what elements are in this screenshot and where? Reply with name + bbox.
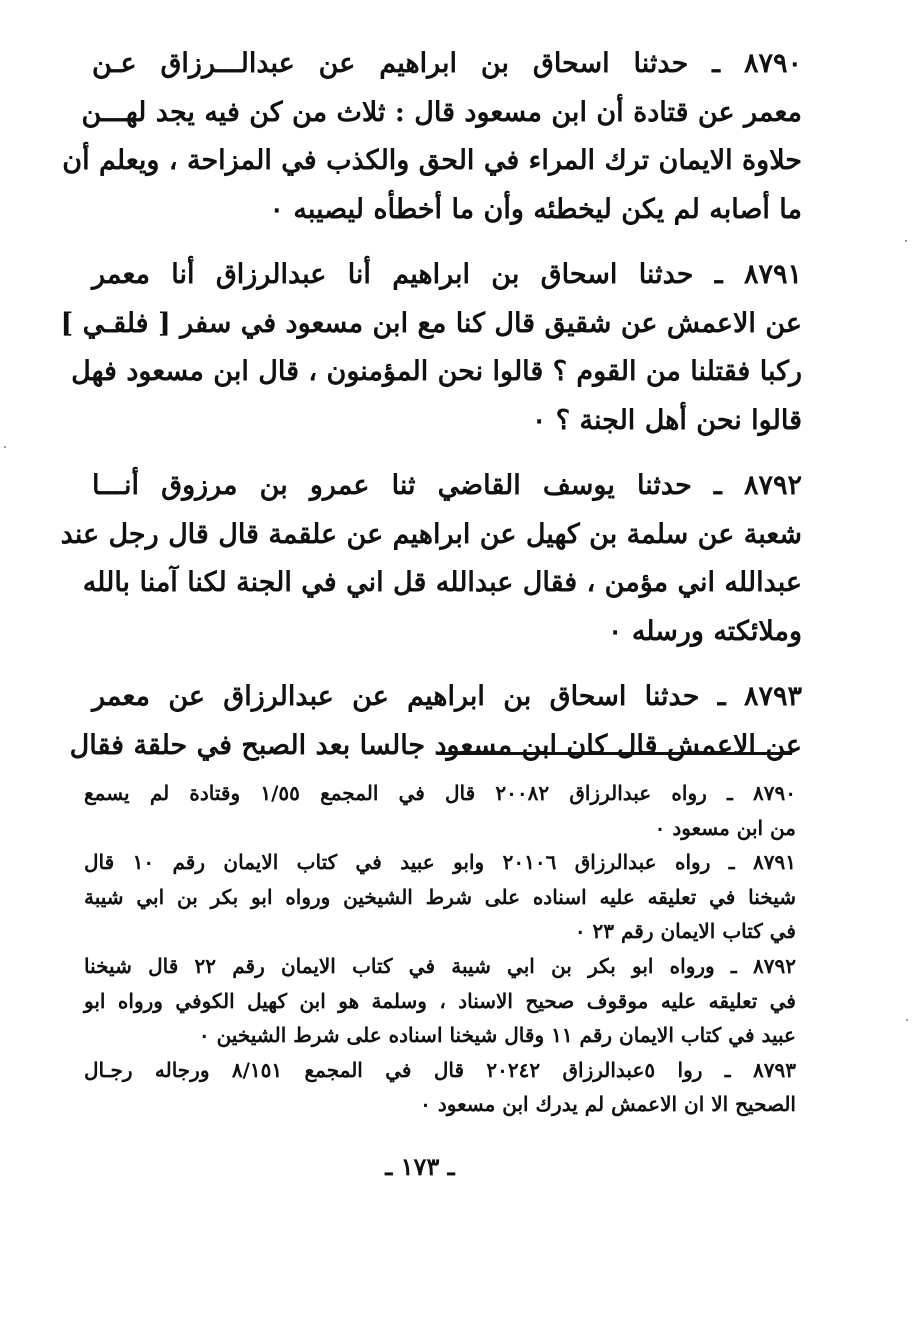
footnote-line: ٨٧٩٢ ـ ورواه ابو بكر بن ابي شيبة في كتاب الايمان رقم ٢٢ قال شيخنا bbox=[84, 953, 796, 978]
text-line: ٨٧٩١ ـ حدثنا اسحاق بن ابراهيم أنا عبدالرزاق أنا معمر bbox=[92, 259, 802, 290]
text-line: عبدالله اني مؤمن ، فقال عبدالله قل اني في الجنة لكنا آمنا بالله bbox=[82, 567, 802, 598]
footnote-line: عبيد في كتاب الايمان رقم ١١ وقال شيخنا اسناده على شرط الشيخين ٠ bbox=[198, 1023, 796, 1048]
main-text bbox=[60, 40, 802, 787]
footnote-8791 bbox=[84, 845, 796, 949]
footnote-divider bbox=[437, 752, 792, 755]
scan-speck bbox=[4, 446, 6, 448]
footnote-line: من ابن مسعود ٠ bbox=[654, 815, 796, 840]
text-line: ٨٧٩٠ ـ حدثنا اسحاق بن ابراهيم عن عبدالـــرزاق عـن bbox=[92, 48, 802, 79]
hadith-8790 bbox=[62, 40, 802, 234]
text-line: ما أصابه لم يكن ليخطئه وأن ما أخطأه ليصيبه ٠ bbox=[269, 193, 802, 225]
footnote-line: ٨٧٩٠ ـ رواه عبدالرزاق ٢٠٠٨٢ قال في المجمع ١/٥٥ وقتادة لم يسمع bbox=[84, 781, 796, 805]
text-line: ٨٧٩٣ ـ حدثنا اسحاق بن ابراهيم عن عبدالرزاق عن معمر bbox=[92, 681, 802, 712]
footnote-8790 bbox=[84, 776, 796, 845]
text-line: معمر عن قتادة أن ابن مسعود قال : ثلاث من كن فيه يجد لهـــن bbox=[81, 96, 802, 128]
text-line: وملائكته ورسله ٠ bbox=[607, 615, 802, 647]
hadith-8793 bbox=[69, 673, 802, 770]
page-number: ـ ١٧٣ ـ bbox=[385, 1152, 455, 1181]
text-line: عن الاعمش قال كان ابن مسعود جالسا بعد الصبح في حلقة فقال bbox=[69, 729, 802, 761]
text-line: حلاوة الايمان ترك المراء في الحق والكذب في المزاحة ، ويعلم أن bbox=[62, 145, 802, 176]
hadith-8791 bbox=[60, 251, 802, 445]
text-line: ٨٧٩٢ ـ حدثنا يوسف القاضي ثنا عمرو بن مرزوق أنـــا bbox=[92, 470, 802, 501]
footnote-line: الصحيح الا ان الاعمش لم يدرك ابن مسعود ٠ bbox=[420, 1092, 796, 1117]
footnote-8792 bbox=[84, 949, 796, 1053]
footnote-line: ٨٧٩٣ ـ روا ٥عبدالرزاق ٢٠٢٤٢ قال في المجمع ٨/١٥١ ورجاله رجـال bbox=[84, 1057, 796, 1082]
footnote-line: في تعليقه عليه موقوف صحيح الاسناد ، وسلمة هو ابن كهيل الكوفي ورواه ابو bbox=[84, 988, 796, 1013]
footnote-line: شيخنا في تعليقه عليه اسناده على شرط الشيخين ورواه ابو بكر بن ابي شيبة bbox=[84, 884, 796, 909]
scan-speck bbox=[906, 1019, 908, 1021]
footnote-line: في كتاب الايمان رقم ٢٣ ٠ bbox=[574, 919, 796, 944]
footnote-8793 bbox=[84, 1053, 796, 1122]
scan-speck bbox=[905, 240, 907, 242]
text-line: قالوا نحن أهل الجنة ؟ ٠ bbox=[531, 404, 802, 436]
text-line: شعبة عن سلمة بن كهيل عن ابراهيم عن علقمة قال قال رجل عند bbox=[60, 518, 802, 550]
footnotes bbox=[84, 776, 796, 1122]
text-line: ركبا فقتلنا من القوم ؟ قالوا نحن المؤمنون ، قال ابن مسعود فهل bbox=[71, 356, 802, 387]
footnote-line: ٨٧٩١ ـ رواه عبدالرزاق ٢٠١٠٦ وابو عبيد في كتاب الايمان رقم ١٠ قال bbox=[84, 850, 796, 875]
text-line: عن الاعمش عن شقيق قال كنا مع ابن مسعود في سفر [ فلقـي ] bbox=[60, 307, 802, 339]
hadith-8792 bbox=[60, 462, 802, 656]
